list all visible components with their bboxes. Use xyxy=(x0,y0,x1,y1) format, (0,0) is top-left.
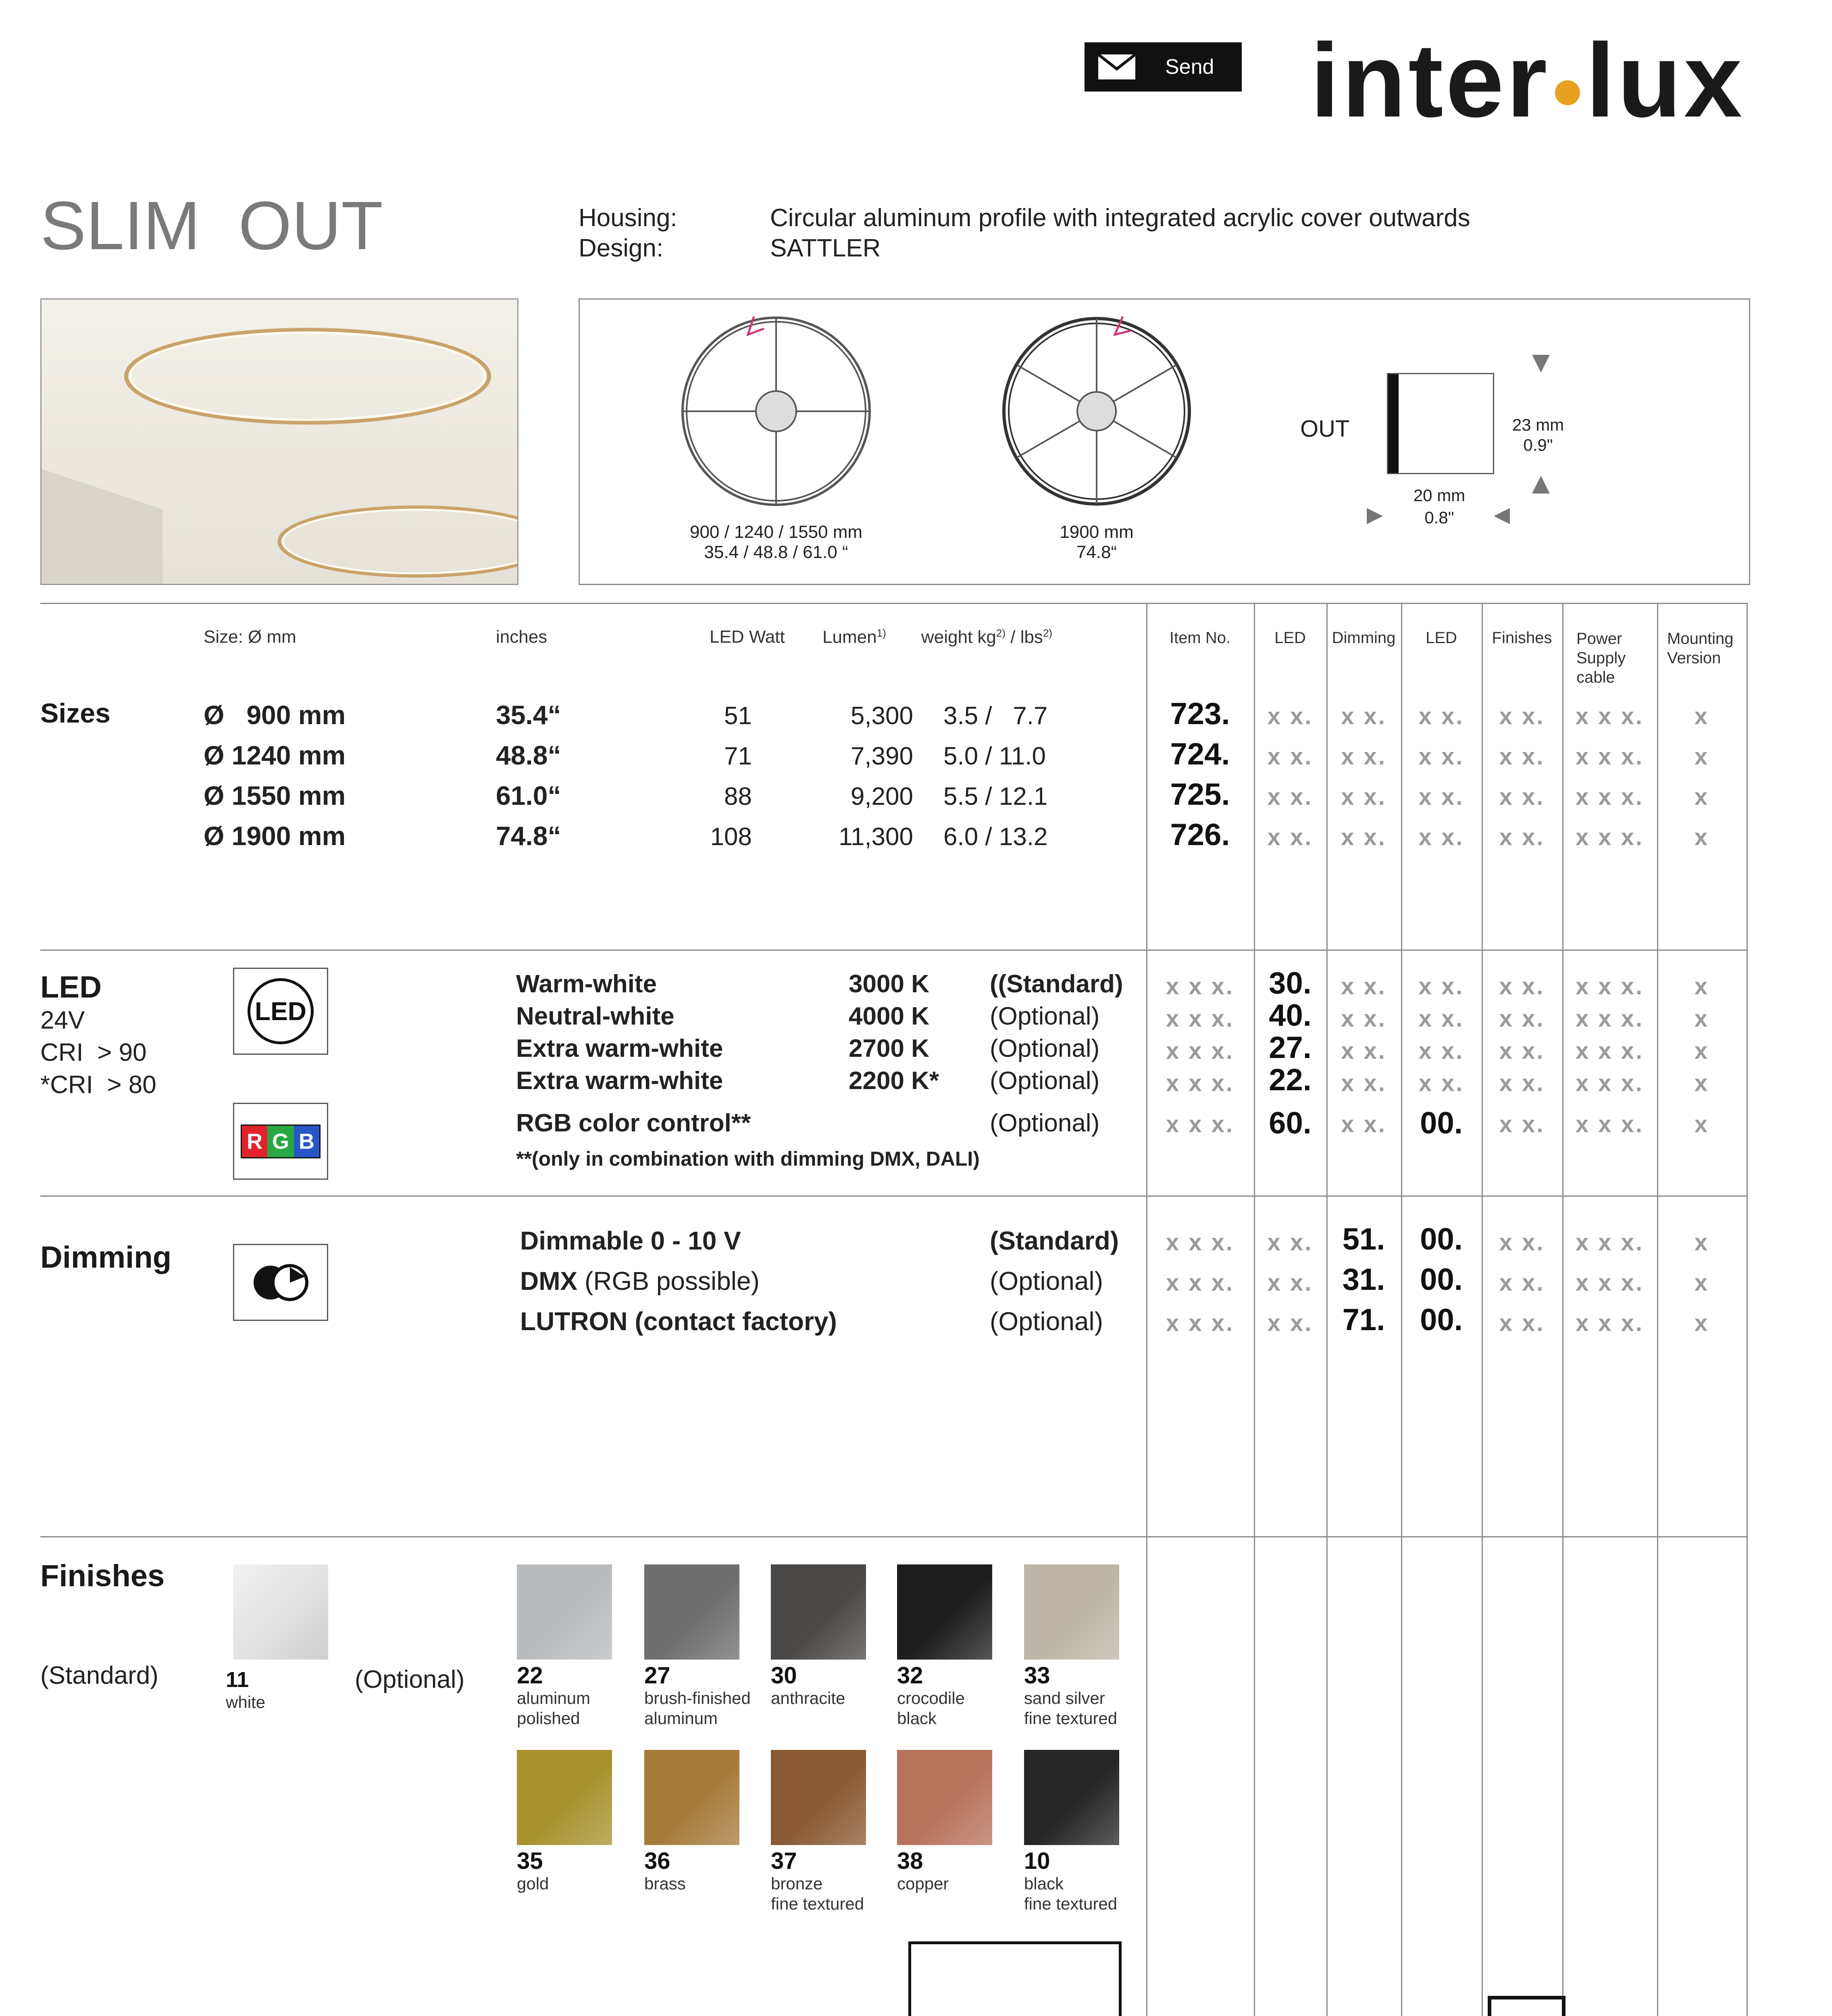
led-color-temp: 3000 K xyxy=(849,970,929,998)
finish-label-35: 35 gold xyxy=(517,1848,549,1893)
finishes-section-rule xyxy=(40,1536,1748,1537)
sizes-title: Sizes xyxy=(40,698,110,729)
out-label: OUT xyxy=(1300,416,1350,442)
housing-value: Circular aluminum profile with integrated acrylic cover outwards xyxy=(770,204,1470,232)
led-cri1: CRI > 90 xyxy=(40,1039,147,1066)
finish-label-10: 10 black fine textured xyxy=(1024,1848,1118,1913)
custom-finish-box[interactable] xyxy=(908,1941,1122,2016)
rgb-dim: x x. xyxy=(1341,1111,1386,1137)
col-inches: inches xyxy=(496,627,548,647)
code-placeholder: x x. xyxy=(1341,973,1386,1000)
code-placeholder: x x. xyxy=(1499,1038,1545,1064)
code-placeholder: x xyxy=(1694,784,1709,810)
code-placeholder: x x. xyxy=(1418,744,1464,770)
code-placeholder: x x x. xyxy=(1575,1038,1644,1064)
col-led2: LED xyxy=(1426,629,1457,647)
code-placeholder: x x x. xyxy=(1575,824,1644,850)
brand-dot xyxy=(1555,80,1580,105)
finish-swatch-10[interactable] xyxy=(1024,1750,1119,1845)
brand-left: inter xyxy=(1310,22,1550,139)
code-placeholder: x x x. xyxy=(1575,1070,1644,1096)
code-placeholder: x x. xyxy=(1267,744,1313,770)
rgb-mv: x xyxy=(1694,1111,1709,1137)
dimming-option-name: LUTRON (contact factory) xyxy=(520,1307,837,1336)
design-value: SATTLER xyxy=(770,234,881,262)
code-placeholder: x x. xyxy=(1418,1006,1464,1032)
dimming-code: 31. xyxy=(1342,1262,1385,1297)
col-rule-end xyxy=(1747,603,1748,2016)
lumen-value: 11,300 xyxy=(838,823,913,851)
rgb-name: RGB color control** xyxy=(516,1109,751,1137)
code-placeholder: x xyxy=(1694,703,1709,729)
code-placeholder: x xyxy=(1694,1310,1709,1336)
col-dimming: Dimming xyxy=(1332,629,1396,647)
led-cri2: *CRI > 80 xyxy=(40,1071,156,1099)
envelope-icon xyxy=(1097,53,1137,81)
code-placeholder: x x. xyxy=(1341,824,1386,850)
height-in: 0.9" xyxy=(1523,435,1553,454)
finishes-optional-label: (Optional) xyxy=(355,1666,465,1693)
size-inches: 35.4“ xyxy=(496,700,561,730)
finishes-title: Finishes xyxy=(40,1559,165,1593)
weight-value: 3.5 / 7.7 xyxy=(943,702,1048,730)
finish-label-36: 36 brass xyxy=(644,1848,686,1893)
code-placeholder: x xyxy=(1694,1070,1709,1096)
led-code: 40. xyxy=(1269,998,1312,1033)
size-value: Ø 900 mm xyxy=(204,700,346,730)
code-placeholder: x x. xyxy=(1341,1038,1386,1064)
code-placeholder: x x. xyxy=(1341,784,1386,810)
code-placeholder: x x. xyxy=(1499,784,1545,810)
send-label: Send xyxy=(1165,55,1214,79)
item-number: 725. xyxy=(1170,777,1230,812)
dimming-title: Dimming xyxy=(40,1240,172,1275)
code-placeholder: x xyxy=(1694,744,1709,770)
finishes-standard-label: (Standard) xyxy=(40,1662,158,1689)
housing-label: Housing: xyxy=(579,204,677,232)
rgb-item: x x x. xyxy=(1166,1111,1235,1137)
width-in: 0.8" xyxy=(1424,508,1454,527)
finish-swatch-22[interactable] xyxy=(517,1564,612,1660)
col-item-no: Item No. xyxy=(1169,629,1231,647)
lumen-value: 7,390 xyxy=(850,742,913,770)
finish-swatch-32[interactable] xyxy=(897,1564,992,1660)
code-placeholder: x x. xyxy=(1267,1229,1313,1256)
code-placeholder: x x. xyxy=(1499,703,1545,729)
finish-label-33: 33 sand silver fine textured xyxy=(1024,1662,1118,1728)
code-placeholder: x x. xyxy=(1418,973,1464,1000)
dimming-code: 71. xyxy=(1342,1303,1385,1337)
size-value: Ø 1550 mm xyxy=(204,781,346,810)
led-code: 22. xyxy=(1269,1063,1312,1097)
code-placeholder: x x. xyxy=(1267,1310,1313,1336)
width-mm: 20 mm xyxy=(1413,486,1466,505)
finish-swatch-35[interactable] xyxy=(517,1750,612,1845)
code-placeholder: x xyxy=(1694,824,1709,850)
size-inches: 74.8“ xyxy=(496,821,561,851)
code-placeholder: x x. xyxy=(1499,1006,1545,1032)
col-lumen: Lumen$^{1)}$ xyxy=(822,627,886,647)
code-placeholder: x x. xyxy=(1418,784,1464,810)
code-placeholder: x xyxy=(1694,1006,1709,1032)
code-placeholder: x x. xyxy=(1267,1270,1313,1296)
col-led-watt: LED Watt xyxy=(710,627,785,647)
code-placeholder: x x x. xyxy=(1166,1006,1235,1032)
item-number: 723. xyxy=(1170,697,1230,731)
led-color-name: Extra warm-white xyxy=(516,1035,723,1062)
code-placeholder: x x. xyxy=(1499,744,1545,770)
table-top-rule xyxy=(40,603,1748,604)
finish-swatch-30[interactable] xyxy=(771,1564,866,1660)
led-code: 27. xyxy=(1269,1031,1312,1065)
profile-height-arrow-bottom xyxy=(1532,476,1550,494)
finish-swatch-27[interactable] xyxy=(644,1564,739,1660)
finish-label-32: 32 crocodile black xyxy=(897,1662,965,1728)
code-placeholder: x x x. xyxy=(1575,703,1644,729)
lumen-value: 5,300 xyxy=(850,702,913,730)
dimming-option: (Optional) xyxy=(990,1307,1103,1336)
size-value: Ø 1240 mm xyxy=(204,740,346,770)
code-placeholder: x x x. xyxy=(1575,1006,1644,1032)
finish-label-11: 11 white xyxy=(226,1668,266,1712)
rgb-g: G xyxy=(267,1126,294,1157)
weight-value: 5.0 / 11.0 xyxy=(943,742,1046,770)
code-placeholder: x x. xyxy=(1341,703,1386,729)
weight-value: 6.0 / 13.2 xyxy=(943,823,1048,851)
col-weight: weight $kg^{2)} / lbs^{2)}$ xyxy=(921,627,1053,647)
led-color-temp: 2200 K* xyxy=(849,1067,939,1095)
code-placeholder: x x x. xyxy=(1575,973,1644,1000)
finish-label-30: 30 anthracite xyxy=(771,1662,845,1708)
led-watt: 51 xyxy=(724,702,752,730)
dimming-option: (Optional) xyxy=(990,1266,1103,1295)
code-placeholder: x xyxy=(1694,1038,1709,1064)
rgb-psc: x x x. xyxy=(1575,1111,1644,1137)
interlux-logo xyxy=(1310,22,1745,139)
led2-code: 00. xyxy=(1420,1262,1463,1297)
code-placeholder: x x. xyxy=(1341,1070,1386,1096)
led-voltage: 24V xyxy=(40,1006,85,1034)
col-finishes: Finishes xyxy=(1492,629,1552,647)
code-placeholder: x x. xyxy=(1341,1006,1386,1032)
led-option: (Optional) xyxy=(990,1002,1100,1030)
led-note: **(only in combination with dimming DMX, DALI) xyxy=(516,1148,980,1170)
code-placeholder: x x. xyxy=(1418,824,1464,850)
rgb-b: B xyxy=(294,1126,319,1157)
led-option: ((Standard) xyxy=(990,970,1123,998)
led-code: 30. xyxy=(1269,966,1312,1000)
item-number: 726. xyxy=(1170,818,1230,852)
rgb-r: R xyxy=(242,1126,267,1157)
code-placeholder: x x. xyxy=(1499,1310,1545,1336)
led-option: (Optional) xyxy=(990,1067,1100,1095)
led2-code: 00. xyxy=(1420,1303,1463,1337)
ring-diagram-small xyxy=(677,312,875,510)
rgb-led2: 00. xyxy=(1420,1106,1463,1140)
led-color-temp: 4000 K xyxy=(849,1002,929,1030)
design-label: Design: xyxy=(579,234,664,262)
dims-large: 1900 mm xyxy=(1060,522,1134,542)
led-color-name: Neutral-white xyxy=(516,1002,675,1030)
code-placeholder: x xyxy=(1694,1270,1709,1296)
finish-swatch-37[interactable] xyxy=(771,1750,866,1845)
led-color-temp: 2700 K xyxy=(849,1035,929,1062)
led-title: LED xyxy=(40,970,102,1004)
ceiling-rings-image xyxy=(42,300,517,584)
code-placeholder: x x. xyxy=(1418,1038,1464,1064)
code-placeholder: x x x. xyxy=(1166,1270,1235,1296)
ring-diagram-large xyxy=(1000,312,1193,510)
dims-small-inches: 35.4 / 48.8 / 61.0 “ xyxy=(704,542,848,562)
send-button[interactable] xyxy=(1085,42,1242,92)
code-placeholder: x x x. xyxy=(1166,1229,1235,1256)
dimming-section-rule xyxy=(40,1195,1748,1197)
code-placeholder: x x. xyxy=(1341,744,1386,770)
finish-label-38: 38 copper xyxy=(897,1848,949,1893)
finishes-entry-box[interactable] xyxy=(1488,1996,1566,2016)
finish-label-37: 37 bronze fine textured xyxy=(771,1848,864,1913)
dims-large-inches: 74.8“ xyxy=(1076,542,1117,562)
code-placeholder: x x x. xyxy=(1166,1038,1235,1064)
led-icon xyxy=(233,968,328,1055)
lumen-value: 9,200 xyxy=(850,783,913,810)
rgb-opt: (Optional) xyxy=(990,1109,1100,1137)
led-option: (Optional) xyxy=(990,1035,1100,1062)
code-placeholder: x x. xyxy=(1499,1270,1545,1296)
col-mounting: Mounting Version xyxy=(1667,630,1734,667)
code-placeholder: x x. xyxy=(1267,784,1313,810)
dimming-icon xyxy=(233,1244,328,1321)
code-placeholder: x x x. xyxy=(1166,1310,1235,1336)
code-placeholder: x x x. xyxy=(1575,1270,1644,1296)
profile-width-arrow-right xyxy=(1494,508,1510,524)
col-power-supply: Power Supply cable xyxy=(1576,630,1626,686)
code-placeholder: x x x. xyxy=(1166,1070,1235,1096)
code-placeholder: x x. xyxy=(1499,1070,1545,1096)
led-section-rule xyxy=(40,950,1748,951)
size-inches: 48.8“ xyxy=(496,740,561,770)
dimming-option: (Standard) xyxy=(990,1226,1119,1255)
weight-value: 5.5 / 12.1 xyxy=(943,783,1048,810)
code-placeholder: x x. xyxy=(1418,1070,1464,1096)
profile-section xyxy=(1387,373,1494,474)
code-placeholder: x x x. xyxy=(1575,1229,1644,1256)
led-color-name: Warm-white xyxy=(516,970,657,998)
led-watt: 88 xyxy=(724,783,752,810)
code-placeholder: x x x. xyxy=(1575,784,1644,810)
led-icon-text: LED xyxy=(255,997,306,1026)
led-color-name: Extra warm-white xyxy=(516,1067,723,1095)
finish-swatch-11[interactable] xyxy=(233,1564,328,1660)
dimming-code: 51. xyxy=(1342,1222,1385,1256)
code-placeholder: x x. xyxy=(1267,824,1313,850)
finish-label-27: 27 brush-finished aluminum xyxy=(644,1662,751,1728)
code-placeholder: x x x. xyxy=(1575,744,1644,770)
rgb-icon xyxy=(233,1103,328,1180)
size-inches: 61.0“ xyxy=(496,781,561,810)
profile-height-arrow-top xyxy=(1532,355,1550,373)
product-photo xyxy=(40,298,518,585)
finish-label-22: 22 aluminum polished xyxy=(517,1662,591,1728)
code-placeholder: x x. xyxy=(1499,1229,1545,1256)
finish-swatch-36[interactable] xyxy=(644,1750,739,1845)
col-led: LED xyxy=(1274,629,1306,647)
led-watt: 108 xyxy=(710,823,752,851)
led2-code: 00. xyxy=(1420,1222,1463,1256)
dimming-option-name: DMX (RGB possible) xyxy=(520,1266,760,1295)
item-number: 724. xyxy=(1170,737,1230,771)
rgb-fin: x x. xyxy=(1499,1111,1545,1137)
finish-swatch-33[interactable] xyxy=(1024,1564,1119,1660)
code-placeholder: x x. xyxy=(1499,973,1545,1000)
height-mm: 23 mm xyxy=(1512,415,1564,434)
finish-swatch-38[interactable] xyxy=(897,1750,992,1845)
dimming-option-name: Dimmable 0 - 10 V xyxy=(520,1226,741,1255)
product-title: SLIM OUT xyxy=(40,187,383,264)
code-placeholder: x x. xyxy=(1499,824,1545,850)
brand-right: lux xyxy=(1586,22,1745,139)
code-placeholder: x x. xyxy=(1418,703,1464,729)
profile-width-arrow-left xyxy=(1367,508,1383,524)
code-placeholder: x x x. xyxy=(1166,973,1235,1000)
code-placeholder: x x x. xyxy=(1575,1310,1644,1336)
code-placeholder: x xyxy=(1694,1229,1709,1256)
size-value: Ø 1900 mm xyxy=(204,821,346,851)
col-size: Size: Ø mm xyxy=(204,627,296,647)
led-watt: 71 xyxy=(724,742,752,770)
dims-small: 900 / 1240 / 1550 mm xyxy=(689,522,863,542)
rgb-led: 60. xyxy=(1269,1106,1312,1140)
code-placeholder: x x. xyxy=(1267,703,1313,729)
code-placeholder: x xyxy=(1694,973,1709,1000)
